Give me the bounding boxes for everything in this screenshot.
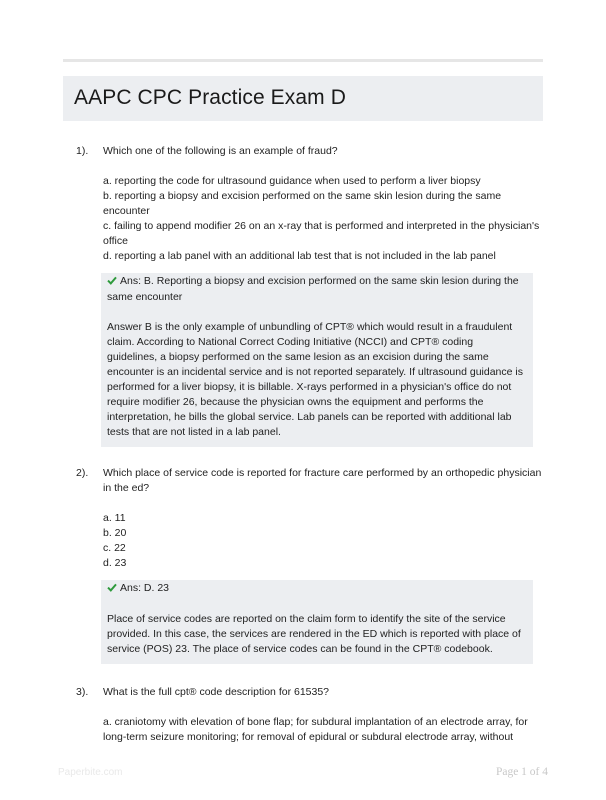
answer-line xyxy=(107,274,525,305)
answer-box xyxy=(101,273,533,447)
answer-explanation: Place of service codes are reported on the claim form to identify the site of the service provided. In this case, the services are rendered in the ED which is reported with place of service (POS) 23. The place of service codes can be found in the CPT® codebook. xyxy=(107,613,521,655)
question-number: 2). xyxy=(76,467,89,479)
option-b: b. 20 xyxy=(103,527,127,539)
option-a: a. 11 xyxy=(103,512,126,524)
options-list xyxy=(103,174,543,264)
title-banner xyxy=(63,76,543,121)
footer-brand-watermark: Paperbite.com xyxy=(58,767,123,778)
answer-box xyxy=(101,580,533,664)
options-list xyxy=(103,511,543,571)
question-text: What is the full cpt® code description for 61535? xyxy=(103,686,330,698)
question-number: 1). xyxy=(76,145,89,157)
question-text: Which one of the following is an example of fraud? xyxy=(103,145,338,157)
option-b: b. reporting a biopsy and excision performed on the same skin lesion during the same encounter xyxy=(103,190,502,217)
page-indicator: Page 1 of 4 xyxy=(495,766,548,778)
question-text: Which place of service code is reported for fracture care performed by an orthopedic physician in the ed? xyxy=(103,467,542,494)
answer-line xyxy=(107,581,525,597)
option-c: c. failing to append modifier 26 on an x-ray that is performed and interpreted in the physician's office xyxy=(103,220,540,247)
option-c: c. 22 xyxy=(103,542,126,554)
answer-text: Ans: B. Reporting a biopsy and excision performed on the same skin lesion during the same encounter xyxy=(107,275,519,303)
question-number: 3). xyxy=(76,686,89,698)
answer-explanation: Answer B is the only example of unbundling of CPT® which would result in a fraudulent claim. According to National Correct Coding Initiative (NCCI) and CPT® coding guidelines, a biopsy performed on the same lesion as an excision during the same encounter is an incidental service and is not reported separately. If ultrasound guidance is performed for a liver biopsy, it is billable. X-rays performed in a physician's office do not require modifier 26, because the physician owns the equipment and performs the interpretation, he bills the global service. Lab panels can be reported with additional lab tests that are not listed in a lab panel. xyxy=(107,321,523,438)
checkmark-icon xyxy=(107,275,117,290)
option-a: a. craniotomy with elevation of bone flap; for subdural implantation of an electrode array, for long-term seizure monitoring; for removal of epidural or subdural electrode array, without xyxy=(103,716,528,743)
option-a: a. reporting the code for ultrasound guidance when used to perform a liver biopsy xyxy=(103,175,481,187)
checkmark-icon xyxy=(107,582,117,597)
option-d: d. 23 xyxy=(103,557,127,569)
options-list xyxy=(103,715,543,745)
page-title: AAPC CPC Practice Exam D xyxy=(74,86,346,109)
top-divider xyxy=(63,59,543,62)
answer-text: Ans: D. 23 xyxy=(120,582,170,594)
option-d: d. reporting a lab panel with an additional lab test that is not included in the lab panel xyxy=(103,250,496,262)
